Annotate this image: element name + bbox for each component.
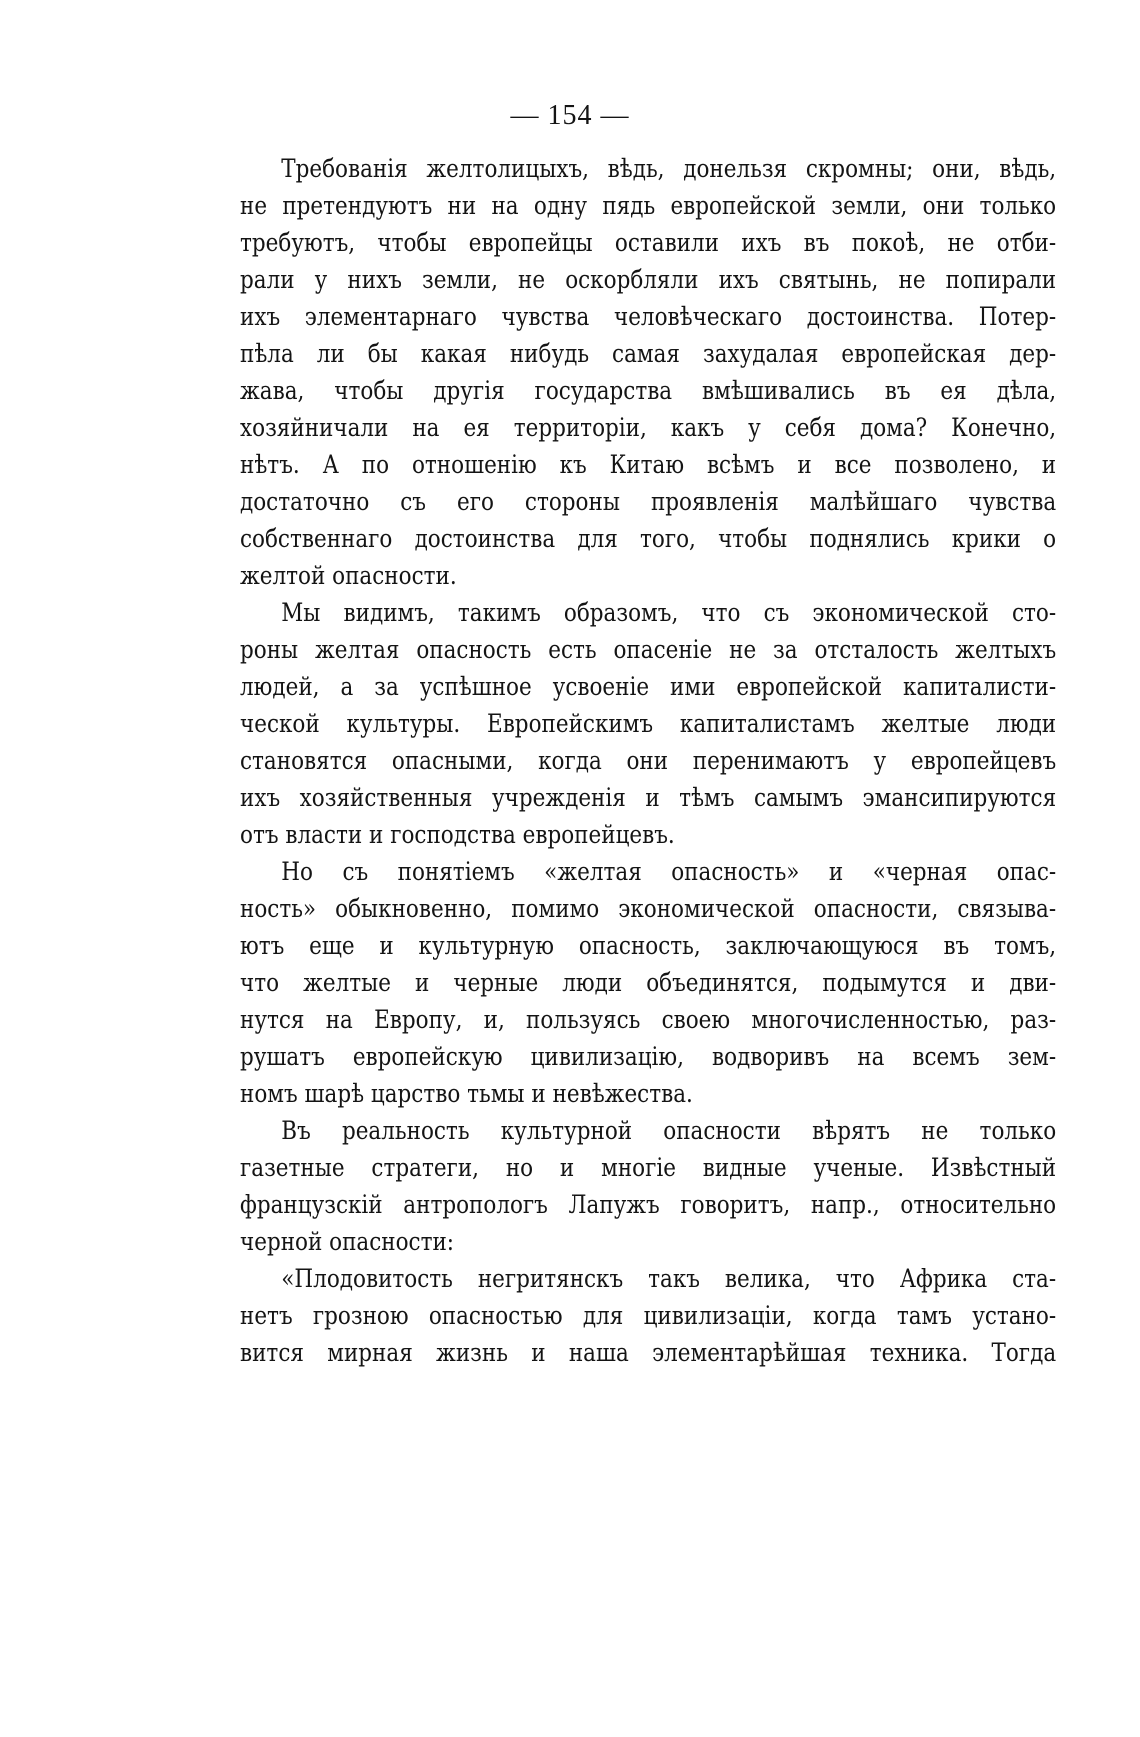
text-line: «Плодовитость негритянскъ такъ велика, что Африка ста- — [281, 1264, 1057, 1293]
page-number: — 154 — — [510, 100, 630, 131]
paragraph-4 — [240, 1112, 1056, 1260]
text-line: вится мирная жизнь и наша элементарѣйшая техника. Тогда — [240, 1338, 1057, 1367]
text-line: не претендуютъ ни на одну пядь европейской земли, они только — [240, 191, 1057, 220]
text-line: Требованія желтолицыхъ, вѣдь, донельзя скромны; они, вѣдь, — [281, 154, 1057, 183]
text-line: рушатъ европейскую цивилизацію, водворивъ на всемъ зем- — [240, 1042, 1057, 1071]
text-line: Мы видимъ, такимъ образомъ, что съ экономической сто- — [281, 598, 1057, 627]
text-line: ихъ элементарнаго чувства человѣческаго достоинства. Потер- — [240, 302, 1057, 331]
text-line: что желтые и черные люди объединятся, подымутся и дви- — [240, 968, 1057, 997]
text-line: французскій антропологъ Лапужъ говоритъ, напр., относительно — [240, 1190, 1057, 1219]
text-line: хозяйничали на ея территоріи, какъ у себя дома? Конечно, — [240, 413, 1057, 442]
text-line: желтой опасности. — [240, 561, 457, 590]
text-line: достаточно съ его стороны проявленія малѣйшаго чувства — [240, 487, 1057, 516]
text-line: людей, а за успѣшное усвоеніе ими европейской капиталисти- — [240, 672, 1057, 701]
text-line: пѣла ли бы какая нибудь самая захудалая европейская дер- — [240, 339, 1057, 368]
text-line: ихъ хозяйственныя учрежденія и тѣмъ самымъ эмансипируются — [240, 783, 1057, 812]
text-line: собственнаго достоинства для того, чтобы поднялись крики о — [240, 524, 1057, 553]
text-line: газетные стратеги, но и многіе видные ученые. Извѣстный — [240, 1153, 1057, 1182]
text-line: становятся опасными, когда они перенимаютъ у европейцевъ — [240, 746, 1057, 775]
text-line: номъ шарѣ царство тьмы и невѣжества. — [240, 1079, 693, 1108]
paragraph-3 — [240, 853, 1056, 1112]
text-line: Но съ понятіемъ «желтая опасность» и «черная опас- — [281, 857, 1057, 886]
text-line: ческой культуры. Европейскимъ капиталистамъ желтые люди — [240, 709, 1057, 738]
text-line: рали у нихъ земли, не оскорбляли ихъ святынь, не попирали — [240, 265, 1057, 294]
text-line: нутся на Европу, и, пользуясь своею многочисленностью, раз- — [240, 1005, 1057, 1034]
text-line: нетъ грозною опасностью для цивилизаціи, когда тамъ устано- — [240, 1301, 1057, 1330]
text-line: Въ реальность культурной опасности вѣрятъ не только — [281, 1116, 1057, 1145]
text-line: роны желтая опасность есть опасеніе не за отсталость желтыхъ — [240, 635, 1057, 664]
text-line: черной опасности: — [240, 1227, 455, 1256]
text-line: ность» обыкновенно, помимо экономической опасности, связыва- — [240, 894, 1057, 923]
paragraph-2 — [240, 594, 1056, 853]
text-line: требуютъ, чтобы европейцы оставили ихъ въ покоѣ, не отби- — [240, 228, 1057, 257]
paragraph-5-quote — [240, 1260, 1056, 1371]
paragraph-1 — [240, 150, 1056, 594]
text-line: ютъ еще и культурную опасность, заключающуюся въ томъ, — [240, 931, 1057, 960]
text-line: отъ власти и господства европейцевъ. — [240, 820, 675, 849]
body-text — [240, 150, 1056, 1371]
text-line: жава, чтобы другія государства вмѣшивались въ ея дѣла, — [240, 376, 1057, 405]
text-line: нѣтъ. А по отношенію къ Китаю всѣмъ и все позволено, и — [240, 450, 1057, 479]
